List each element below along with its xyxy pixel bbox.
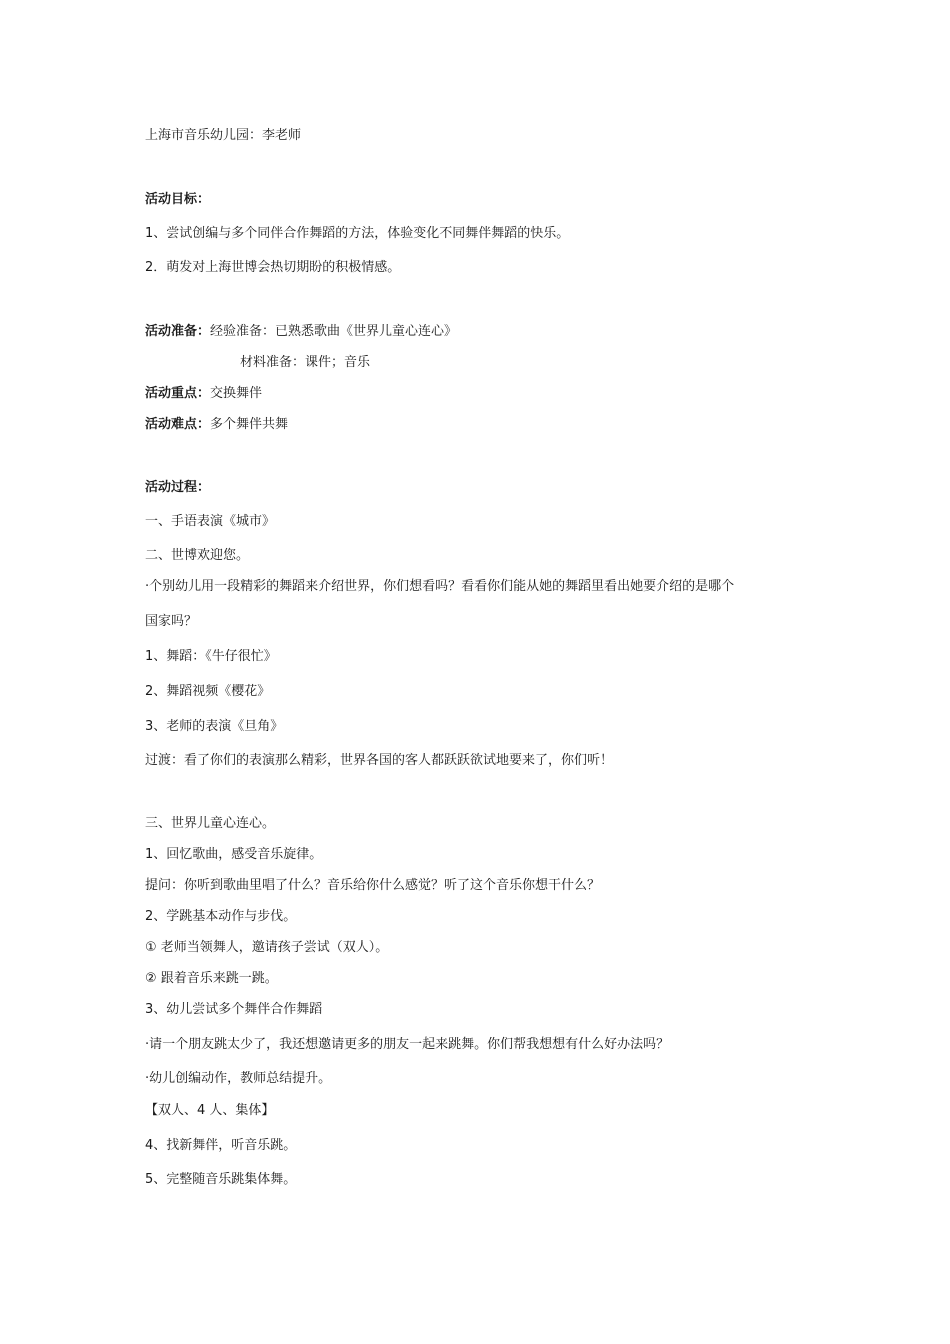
- process-line: ·个别幼儿用一段精彩的舞蹈来介绍世界，你们想看吗？看看你们能从她的舞蹈里看出她要介绍的是哪个: [145, 579, 735, 594]
- difficulty-line: [145, 416, 288, 434]
- prep-material: 材料准备：课件；音乐: [240, 355, 371, 370]
- process-line: 提问：你听到歌曲里唱了什么？音乐给你什么感觉？听了这个音乐你想干什么？: [145, 878, 601, 893]
- process-line: 5、完整随音乐跳集体舞。: [145, 1172, 297, 1187]
- focus-heading: 活动重点：: [145, 386, 211, 401]
- process-line: ·幼儿创编动作，教师总结提升。: [145, 1071, 332, 1086]
- process-line: ·请一个朋友跳太少了，我还想邀请更多的朋友一起来跳舞。你们帮我想想有什么好办法吗？: [145, 1037, 670, 1052]
- process-line: 3、老师的表演《旦角》: [145, 719, 284, 734]
- process-line: 三、世界儿童心连心。: [145, 816, 276, 831]
- process-line: 国家吗？: [145, 614, 198, 629]
- process-line: 1、回忆歌曲，感受音乐旋律。: [145, 847, 323, 862]
- focus-text: 交换舞伴: [210, 386, 263, 401]
- process-line: 2、学跳基本动作与步伐。: [145, 909, 297, 924]
- prep-heading: 活动准备：: [145, 324, 211, 339]
- process-line: 一、手语表演《城市》: [145, 514, 276, 529]
- goal-item: 2．萌发对上海世博会热切期盼的积极情感。: [145, 260, 401, 275]
- process-line: 4、找新舞伴，听音乐跳。: [145, 1138, 297, 1153]
- process-line: 1、舞蹈：《牛仔很忙》: [145, 649, 277, 664]
- prep-experience: 经验准备：已熟悉歌曲《世界儿童心连心》: [210, 324, 458, 339]
- goal-item: 1、尝试创编与多个同伴合作舞蹈的方法，体验变化不同舞伴舞蹈的快乐。: [145, 226, 570, 241]
- process-line: 2、舞蹈视频《樱花》: [145, 684, 271, 699]
- goals-heading: 活动目标：: [145, 192, 211, 207]
- author-line: 上海市音乐幼儿园：李老师: [145, 128, 302, 143]
- process-line: 3、幼儿尝试多个舞伴合作舞蹈: [145, 1002, 323, 1017]
- prep-line: [145, 323, 457, 341]
- process-heading: 活动过程：: [145, 480, 211, 495]
- process-line: 【双人、4 人、集体】: [145, 1103, 275, 1118]
- difficulty-heading: 活动难点：: [145, 417, 211, 432]
- difficulty-text: 多个舞伴共舞: [210, 417, 289, 432]
- focus-line: [145, 385, 262, 403]
- process-line: 二、世博欢迎您。: [145, 548, 250, 563]
- process-line: 过渡：看了你们的表演那么精彩，世界各国的客人都跃跃欲试地要来了，你们听！: [145, 753, 614, 768]
- process-line: ② 跟着音乐来跳一跳。: [145, 971, 278, 986]
- process-line: ① 老师当领舞人，邀请孩子尝试（双人）。: [145, 940, 389, 955]
